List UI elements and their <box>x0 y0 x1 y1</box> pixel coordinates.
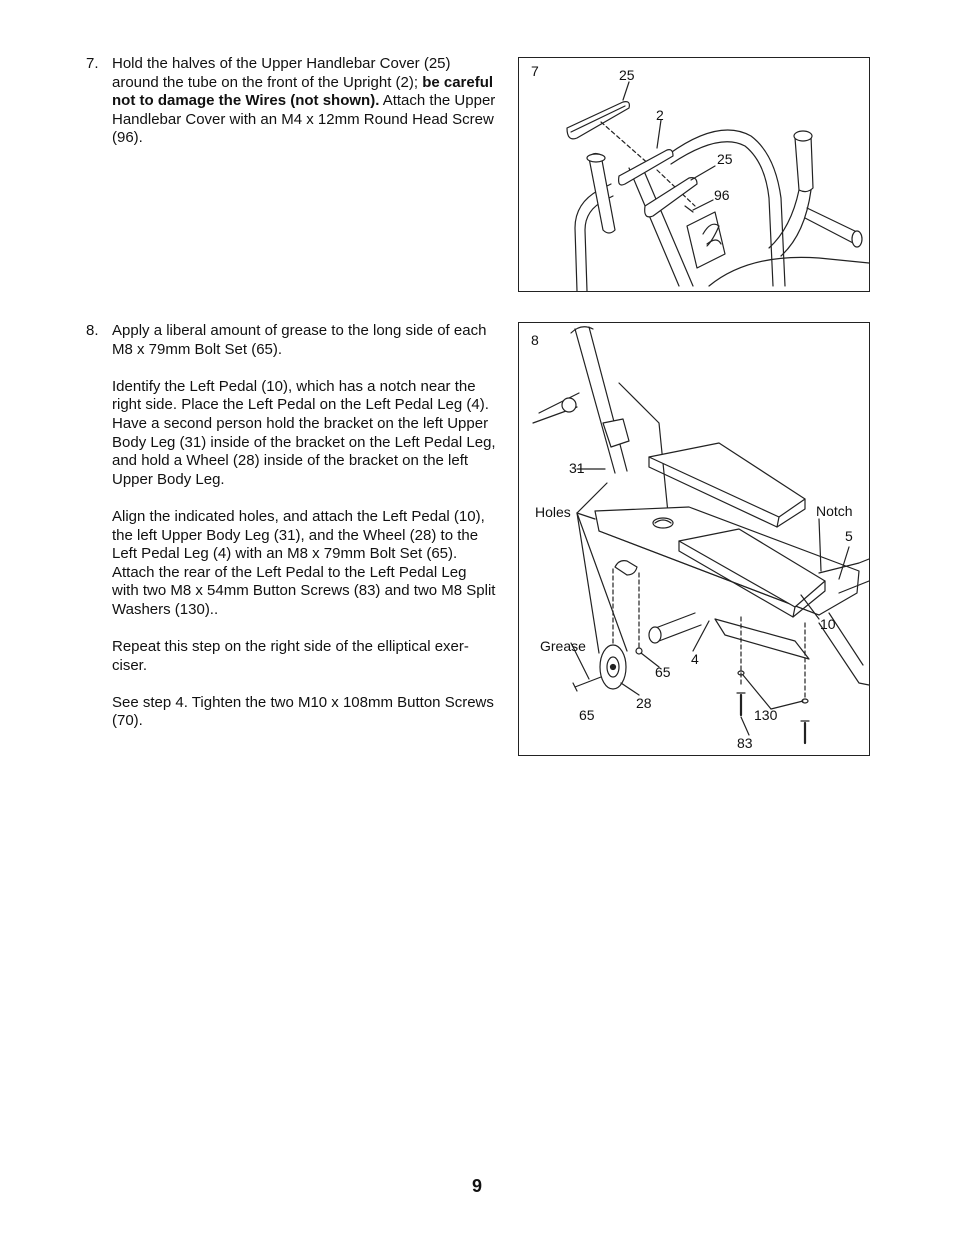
callout-holes: Holes <box>535 504 571 520</box>
step-8-body <box>112 322 496 731</box>
alignment-line <box>601 122 651 166</box>
right-grip-cap <box>794 131 812 141</box>
step-8-paragraph: Align the indicated holes, and attach the Left Pedal (10), the left Upper Body Leg (31), and the Wheel (28) to the Left Pedal Leg (4) with an M8 x 79mm Bolt Set (65). Attach the rear of the Left Pedal to the Left Pedal Leg with two M8 x 54mm Button Screws (83) and two M8 Split Washers (130).. <box>112 507 496 618</box>
page-number: 9 <box>471 1176 482 1196</box>
step-7 <box>86 55 496 148</box>
step-7-text-after: Attach the Upper Handlebar Cover with an M4 x 12mm Round Head Screw (96). <box>112 92 496 147</box>
callout-25-bottom: 25 <box>717 151 733 167</box>
bracket-tab <box>615 561 637 575</box>
figure-7 <box>518 57 870 292</box>
right-frame-3 <box>819 623 869 685</box>
figure-8-drawing <box>519 323 869 755</box>
left-grip-cap <box>587 154 605 162</box>
callout-2: 2 <box>656 107 664 123</box>
callout-65-top: 65 <box>655 664 671 680</box>
leader-25-top <box>623 82 629 100</box>
leader-28 <box>621 683 639 695</box>
callout-grease: Grease <box>540 638 586 654</box>
callout-5: 5 <box>845 528 853 544</box>
step-7-text-before: Hold the halves of the Upper Handlebar Cover (25) around the tube on the front of the Upright (2); <box>112 55 451 91</box>
wheel-axle <box>611 665 616 670</box>
callout-130: 130 <box>754 707 778 723</box>
right-grip <box>795 133 813 191</box>
step-8-paragraph: Identify the Left Pedal (10), which has a notch near the right side. Place the Left Pedal on the Left Pedal Leg (4). Have a second person hold the bracket on the left Upper Body Leg (31) inside of the bracket on the Left Pedal Leg, and hold a Wheel (28) inside of the bracket on the left Upper Body Leg. <box>112 377 496 488</box>
rear-roller <box>562 398 576 412</box>
callout-4: 4 <box>691 651 699 667</box>
screw <box>685 206 693 212</box>
right-rail-top <box>807 208 859 233</box>
callout-96: 96 <box>714 187 730 203</box>
callout-25-top: 25 <box>619 67 635 83</box>
step-8-paragraph: Apply a liberal amount of grease to the long side of each M8 x 79mm Bolt Set (65). <box>112 322 487 358</box>
figure-8 <box>518 322 870 756</box>
step-8 <box>86 322 496 731</box>
leader-holes-3 <box>577 513 599 653</box>
leader-96 <box>693 200 713 210</box>
step-8-paragraph: Repeat this step on the right side of the elliptical exer-ciser. <box>112 638 469 674</box>
base-curve <box>709 257 869 286</box>
underside-plate <box>715 619 809 659</box>
callout-31: 31 <box>569 460 585 476</box>
callout-10: 10 <box>820 616 836 632</box>
callout-65-bottom: 65 <box>579 707 595 723</box>
right-rail-bottom <box>805 218 855 244</box>
roller-bottom <box>659 625 701 641</box>
step-7-body <box>112 55 496 148</box>
console-plate <box>687 212 725 268</box>
leader-2 <box>657 120 661 148</box>
figure-7-drawing <box>519 58 869 291</box>
lower-cover-half <box>645 178 697 217</box>
bolt-shaft <box>575 677 601 687</box>
figure-8-number: 8 <box>531 332 539 348</box>
tube-cover <box>619 150 673 185</box>
roller-end <box>649 627 661 643</box>
step-8-number: 8. <box>86 322 99 339</box>
leader-holes <box>577 513 595 519</box>
leader-25-bottom <box>691 166 715 180</box>
upper-cover-inner <box>571 106 625 132</box>
step-7-warning: be careful not to damage the Wires (not shown). <box>112 73 494 110</box>
figure-7-number: 7 <box>531 63 539 79</box>
right-rail-end <box>852 231 862 247</box>
frame-post <box>619 383 669 523</box>
upright-left-edge <box>629 168 679 286</box>
right-pedal-top <box>649 443 805 517</box>
leader-holes-2 <box>577 483 607 513</box>
callout-28: 28 <box>636 695 652 711</box>
leader-130-left <box>743 675 771 709</box>
leader-83 <box>741 717 749 735</box>
callout-notch: Notch <box>816 503 853 519</box>
callout-83: 83 <box>737 735 753 751</box>
upper-cover-half <box>567 102 629 139</box>
roller-top <box>653 613 695 629</box>
step-7-number: 7. <box>86 55 99 72</box>
step-8-paragraph: See step 4. Tighten the two M10 x 108mm Button Screws (70). <box>112 693 494 730</box>
